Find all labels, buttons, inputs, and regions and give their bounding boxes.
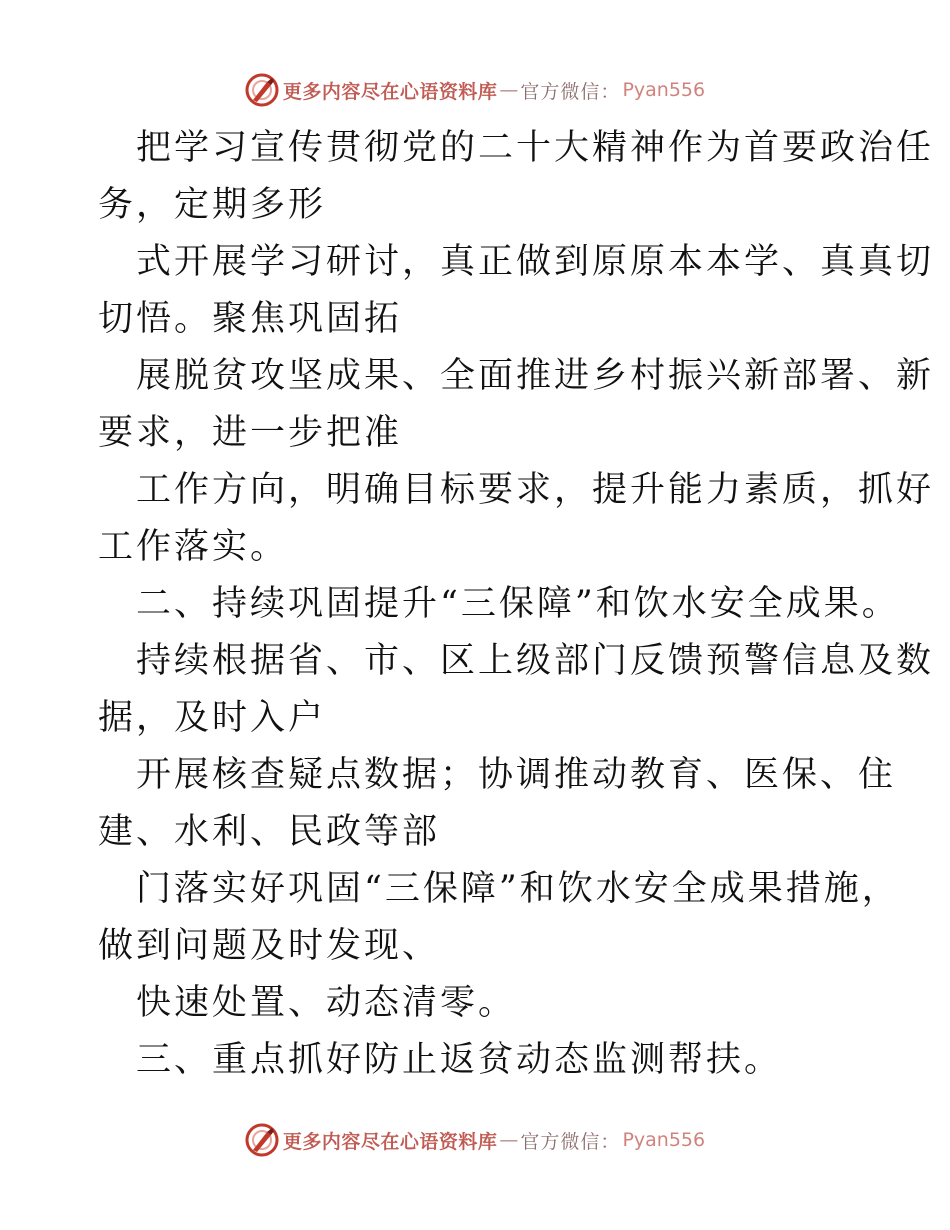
body-line: 式开展学习研讨，真正做到原原本本学、真真切 xyxy=(136,242,935,282)
body-line: 把学习宣传贯彻党的二十大精神作为首要政治任 xyxy=(136,128,935,168)
header-banner xyxy=(0,70,950,110)
header-official-label: 官方微信： xyxy=(520,80,621,103)
body-line: 工作方向，明确目标要求，提升能力素质，抓好 xyxy=(136,470,935,510)
pen-logo-icon xyxy=(245,1123,279,1157)
footer-official-label: 官方微信： xyxy=(520,1130,621,1153)
header-dash: — xyxy=(499,79,519,101)
body-line: 据，及时入户 xyxy=(98,698,327,738)
footer-dash: — xyxy=(499,1129,519,1151)
body-line: 做到问题及时发现、 xyxy=(98,926,441,966)
body-line: 务，定期多形 xyxy=(98,185,327,225)
section-heading: 二、持续巩固提升“三保障”和饮水安全成果。 xyxy=(136,584,900,624)
body-line: 开展核查疑点数据；协调推动教育、医保、住 xyxy=(136,755,897,795)
body-line: 工作落实。 xyxy=(98,527,289,567)
body-line: 展脱贫攻坚成果、全面推进乡村振兴新部署、新 xyxy=(136,356,935,396)
document-body xyxy=(98,120,935,1089)
header-tagline: 更多内容尽在心语资料库 xyxy=(282,80,498,103)
body-line: 建、水利、民政等部 xyxy=(98,812,441,852)
header-wechat-id: Pyan556 xyxy=(622,79,706,101)
footer-banner xyxy=(0,1120,950,1160)
section-heading: 三、重点抓好防止返贫动态监测帮扶。 xyxy=(136,1040,783,1080)
footer-wechat-id: Pyan556 xyxy=(622,1129,706,1151)
pen-logo-icon xyxy=(245,73,279,107)
body-line: 持续根据省、市、区上级部门反馈预警信息及数 xyxy=(136,641,935,681)
body-line: 要求，进一步把准 xyxy=(98,413,403,453)
body-line: 门落实好巩固“三保障”和饮水安全成果措施， xyxy=(136,869,900,909)
body-line: 切悟。聚焦巩固拓 xyxy=(98,299,403,339)
footer-tagline: 更多内容尽在心语资料库 xyxy=(282,1130,498,1153)
body-line: 快速处置、动态清零。 xyxy=(136,983,517,1023)
